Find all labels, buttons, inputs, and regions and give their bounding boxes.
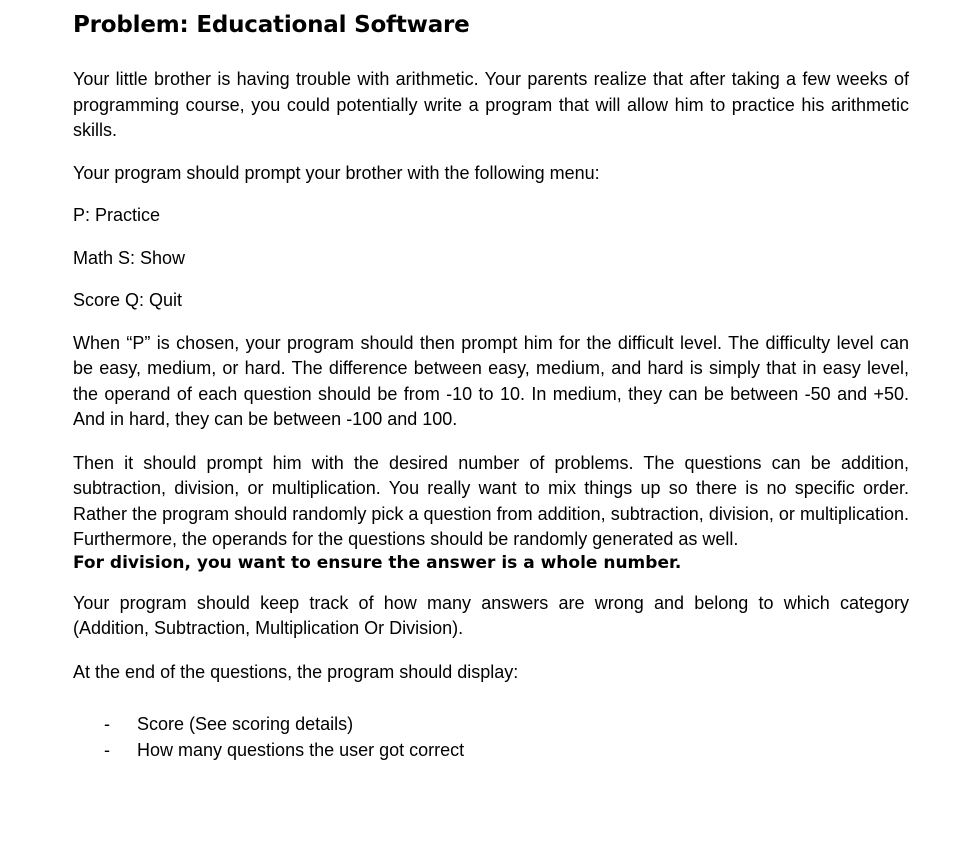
display-list: [73, 711, 909, 763]
dash-bullet: -: [104, 740, 110, 760]
menu-prompt: Your program should prompt your brother with the following menu:: [73, 162, 600, 183]
intro-paragraph: Your little brother is having trouble with arithmetic. Your parents realize that after taking a few weeks of programming course, you could potentially write a program that will allow him to practice his arithmetic skills.: [73, 69, 909, 140]
list-item-text: Score (See scoring details): [137, 714, 354, 734]
problems-section: [73, 451, 909, 573]
dash-bullet: -: [104, 714, 110, 734]
list-item-text: How many questions the user got correct: [137, 740, 465, 760]
document-page: [73, 10, 909, 763]
list-item: [73, 737, 909, 763]
difficulty-paragraph: When “P” is chosen, your program should then prompt him for the difficult level. The difficulty level can be easy, medium, or hard. The difference between easy, medium, and hard is simply that in easy level, the operand of each question should be from -10 to 10. In medium, they can be between -50 and +50. And in hard, they can be between -100 and 100.: [73, 332, 909, 429]
tracking-paragraph: Your program should keep track of how many answers are wrong and belong to which category (Addition, Subtraction, Multiplication Or Division).: [73, 592, 909, 638]
problems-paragraph: Then it should prompt him with the desired number of problems. The questions can be addition, subtraction, division, or multiplication. You really want to mix things up so there is no specific order. Rather the program should randomly pick a question from addition, subtraction, division, or multiplication. Furthermore, the operands for the questions should be randomly generated as well.: [73, 452, 909, 549]
menu-item-practice: P: Practice: [73, 205, 161, 225]
page-title: Problem: Educational Software: [73, 12, 470, 38]
end-prompt: At the end of the questions, the program should display:: [73, 661, 519, 682]
menu-item-quit: Score Q: Quit: [73, 290, 183, 310]
division-note: For division, you want to ensure the answer is a whole number.: [73, 552, 682, 573]
list-item: [73, 711, 909, 737]
menu-item-show: Math S: Show: [73, 247, 186, 268]
